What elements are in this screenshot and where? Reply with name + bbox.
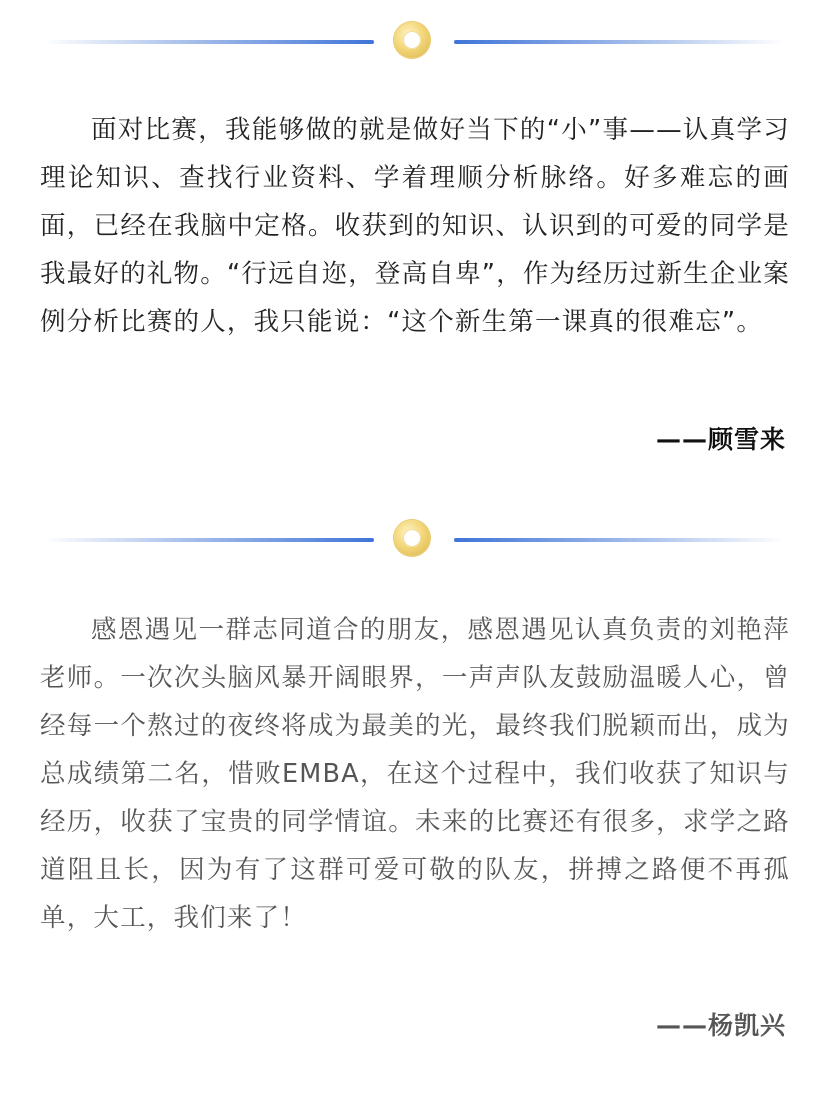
section-divider-middle [44,520,784,560]
divider-medal-icon [394,22,430,58]
testimonial-paragraph-1: 面对比赛，我能够做的就是做好当下的“小”事——认真学习理论知识、查找行业资料、学着理顺分析脉络。好多难忘的画面，已经在我脑中定格。收获到的知识、认识到的可爱的同学是我最好的礼物。“行远自迩，登高自卑”，作为经历过新生企业案例分析比赛的人，我只能说：“这个新生第一课真的很难忘”。 [40,115,790,337]
section-divider-top [44,22,784,62]
divider-line-left [44,538,374,542]
testimonial-signature-2: ——杨凯兴 [655,1011,786,1040]
testimonial-paragraph-2: 感恩遇见一群志同道合的朋友，感恩遇见认真负责的刘艳萍老师。一次次头脑风暴开阔眼界，一声声队友鼓励温暖人心，曾经每一个熬过的夜终将成为最美的光，最终我们脱颖而出，成为总成绩第二名，惜败EMBA，在这个过程中，我们收获了知识与经历，收获了宝贵的同学情谊。未来的比赛还有很多，求学之路道阻且长，因为有了这群可爱可敬的队友，拼搏之路便不再孤单，大工，我们来了！ [40,615,790,933]
divider-medal-icon [394,520,430,556]
divider-line-right [454,40,784,44]
divider-line-right [454,538,784,542]
divider-line-left [44,40,374,44]
testimonial-signature-1: ——顾雪来 [655,425,786,454]
